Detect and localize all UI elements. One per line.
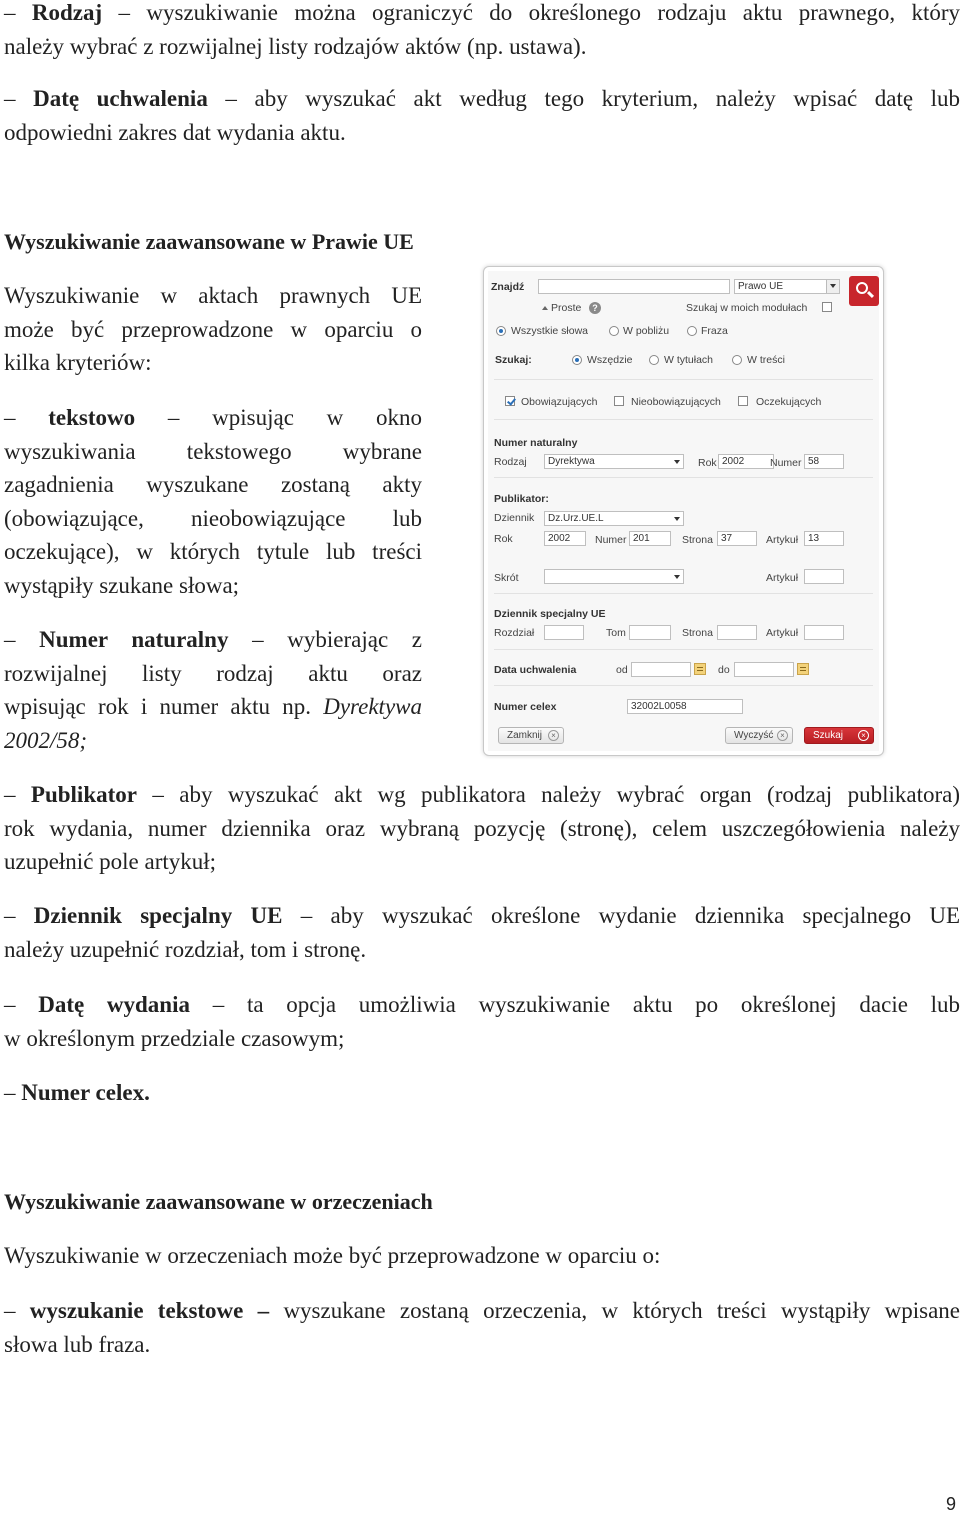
radio-everywhere-label: Wszędzie <box>587 354 633 366</box>
search-icon-handle <box>867 291 874 298</box>
divider <box>494 649 873 650</box>
abbr-article-label: Artykuł <box>766 572 799 584</box>
term-text-search: wyszukanie tekstowe – <box>29 1298 270 1323</box>
paragraph-publisher: – Publikator – aby wyszukać akt wg publikatora należy wybrać organ (rodzaj publikatora) rok wydania, numer dziennika oraz wybraną pozycję (stronę), celem uszczegółowienia należy uzupełnić pole artykuł; <box>4 782 960 874</box>
radio-nearby-label: W pobliżu <box>623 325 670 337</box>
publisher-page-input[interactable]: 37 <box>717 531 757 546</box>
date-from-label: od <box>616 664 628 676</box>
checkbox-not-in-force[interactable] <box>614 396 624 406</box>
publisher-year-input[interactable]: 2002 <box>544 531 586 546</box>
chevron-down-icon <box>674 517 680 521</box>
special-page-label: Strona <box>682 627 713 639</box>
paragraph-special-journal: – Dziennik specjalny UE – aby wyszukać określone wydanie dziennika specjalnego UE należy uzupełnić rozdział, tom i stronę. <box>4 903 960 962</box>
date-from-input[interactable] <box>631 662 691 677</box>
simple-search-link[interactable]: Proste <box>551 302 582 314</box>
special-page-input[interactable] <box>717 625 757 640</box>
chevron-down-icon <box>674 575 680 579</box>
checkbox-pending-label: Oczekujących <box>756 396 822 408</box>
calendar-icon[interactable] <box>694 663 706 675</box>
term-textual: tekstowo <box>48 405 136 430</box>
publisher-article-input[interactable]: 13 <box>804 531 844 546</box>
publisher-number-input[interactable]: 201 <box>629 531 671 546</box>
search-in-modules-checkbox[interactable] <box>822 302 832 312</box>
type-select-value: Dyrektywa <box>548 456 595 467</box>
term-issue-date: Datę wydania <box>38 992 190 1017</box>
search-panel <box>488 271 879 751</box>
help-icon[interactable]: ? <box>589 302 601 314</box>
natural-number-header: Numer naturalny <box>494 437 578 449</box>
paragraph-judgments-intro: Wyszukiwanie w orzeczeniach może być przeprowadzone w oparciu o: <box>4 1243 661 1268</box>
close-button-label: Zamknij <box>507 730 543 741</box>
number-label: Numer <box>770 457 802 469</box>
journal-select-value: Dz.Urz.UE.L <box>548 513 604 524</box>
type-select[interactable] <box>544 454 684 469</box>
radio-everywhere[interactable] <box>572 355 582 365</box>
publisher-number-label: Numer <box>595 534 627 546</box>
divider <box>494 685 873 686</box>
search-scope-label: Szukaj: <box>495 354 532 366</box>
radio-in-content[interactable] <box>732 355 742 365</box>
section-heading-eu-law: Wyszukiwanie zaawansowane w Prawie UE <box>4 229 414 254</box>
search-icon-button[interactable] <box>849 276 879 306</box>
checkbox-in-force[interactable] <box>505 396 515 406</box>
divider <box>494 593 873 594</box>
radio-in-content-label: W treści <box>747 354 785 366</box>
clear-button-label: Wyczyść <box>734 730 774 741</box>
term-special-journal: Dziennik specjalny UE <box>33 903 283 928</box>
chevron-up-icon <box>542 306 548 310</box>
abbr-article-input[interactable] <box>804 569 844 584</box>
paragraph-rodzaj: – Rodzaj – wyszukiwanie można ograniczyć do określonego rodzaju aktu prawnego, który należy wybrać z rozwijalnej listy rodzajów aktów (np. ustawa). <box>4 0 960 59</box>
paragraph-text-search: – wyszukanie tekstowe – wyszukane zostaną orzeczenia, w których treści wystąpiły wpisane słowa lub fraza. <box>4 1298 960 1357</box>
term-natural-number: Numer naturalny <box>39 627 229 652</box>
year-label: Rok <box>698 457 717 469</box>
divider <box>494 379 873 380</box>
publisher-article-label: Artykuł <box>766 534 799 546</box>
radio-in-titles[interactable] <box>649 355 659 365</box>
paragraph-natural-number: – Numer naturalny – wybierając z rozwijalnej listy rodzaj aktu oraz wpisując rok i numer aktu np. Dyrektywa 2002/58; <box>4 627 422 753</box>
term-date-adopted: Datę uchwalenia <box>33 86 208 111</box>
radio-all-words[interactable] <box>496 326 506 336</box>
eu-advanced-search-screenshot <box>483 266 884 756</box>
volume-input[interactable] <box>629 625 671 640</box>
close-icon: × <box>858 730 869 741</box>
section-heading-judgments: Wyszukiwanie zaawansowane w orzeczeniach <box>4 1189 433 1214</box>
close-button[interactable] <box>498 727 564 744</box>
find-label: Znajdź <box>491 281 525 293</box>
divider <box>494 419 873 420</box>
abbr-label: Skrót <box>494 572 519 584</box>
paragraph-celex: – Numer celex. <box>4 1080 150 1105</box>
journal-label: Dziennik <box>494 512 535 524</box>
source-select[interactable] <box>734 279 840 294</box>
publisher-year-label: Rok <box>494 533 513 545</box>
volume-label: Tom <box>606 627 626 639</box>
search-button[interactable] <box>804 727 874 744</box>
source-select-value: Prawo UE <box>738 281 784 292</box>
celex-input[interactable]: 32002L0058 <box>627 699 743 714</box>
journal-select[interactable] <box>544 511 684 526</box>
find-input[interactable] <box>538 279 730 294</box>
date-to-input[interactable] <box>734 662 794 677</box>
search-button-label: Szukaj <box>813 730 844 741</box>
checkbox-not-in-force-label: Nieobowiązujących <box>631 396 721 408</box>
paragraph-textual: – tekstowo – wpisując w okno wyszukiwania tekstowego wybrane zagadnienia wyszukane zostaną akty (obowiązujące, nieobowiązujące lub oczekujące), w których tytule lub treści wystąpiły szukane słowa; <box>4 405 423 598</box>
special-journal-header: Dziennik specjalny UE <box>494 608 606 620</box>
chevron-down-icon <box>830 284 836 288</box>
celex-header: Numer celex <box>494 701 557 713</box>
date-header: Data uchwalenia <box>494 664 577 676</box>
number-input[interactable]: 58 <box>804 454 844 469</box>
term-celex: Numer celex. <box>21 1080 150 1105</box>
checkbox-in-force-label: Obowiązujących <box>521 396 598 408</box>
paragraph-issue-date: – Datę wydania – ta opcja umożliwia wyszukiwanie aktu po określonej dacie lub w określonym przedziale czasowym; <box>4 992 960 1051</box>
term-rodzaj: Rodzaj <box>31 0 103 25</box>
year-input[interactable]: 2002 <box>718 454 774 469</box>
special-article-input[interactable] <box>804 625 844 640</box>
chapter-label: Rozdział <box>494 627 535 639</box>
radio-all-words-label: Wszystkie słowa <box>511 325 589 337</box>
clear-button[interactable] <box>725 727 793 744</box>
paragraph-eu-intro: Wyszukiwanie w aktach prawnych UE może być przeprowadzone w oparciu o kilka kryteriów: <box>4 283 422 375</box>
abbr-select[interactable] <box>544 569 684 584</box>
calendar-icon[interactable] <box>797 663 809 675</box>
checkbox-pending[interactable] <box>738 396 748 406</box>
radio-phrase-label: Fraza <box>701 325 728 337</box>
close-icon: × <box>548 730 559 741</box>
page-number: 9 <box>945 1494 956 1514</box>
chevron-down-icon <box>674 460 680 464</box>
radio-in-titles-label: W tytułach <box>664 354 714 366</box>
publisher-page-label: Strona <box>682 534 713 546</box>
paragraph-date-adopted: – Datę uchwalenia – aby wyszukać akt według tego kryterium, należy wpisać datę lub odpowiedni zakres dat wydania aktu. <box>4 86 960 145</box>
term-publisher: Publikator <box>30 782 137 807</box>
publisher-header: Publikator: <box>494 493 549 505</box>
close-icon: × <box>777 730 788 741</box>
chapter-input[interactable] <box>544 625 584 640</box>
special-article-label: Artykuł <box>766 627 799 639</box>
divider <box>494 477 873 478</box>
radio-nearby[interactable] <box>609 326 619 336</box>
type-label: Rodzaj <box>494 456 527 468</box>
date-to-label: do <box>718 664 730 676</box>
search-in-modules-label: Szukaj w moich modułach <box>686 302 808 314</box>
radio-phrase[interactable] <box>687 326 697 336</box>
